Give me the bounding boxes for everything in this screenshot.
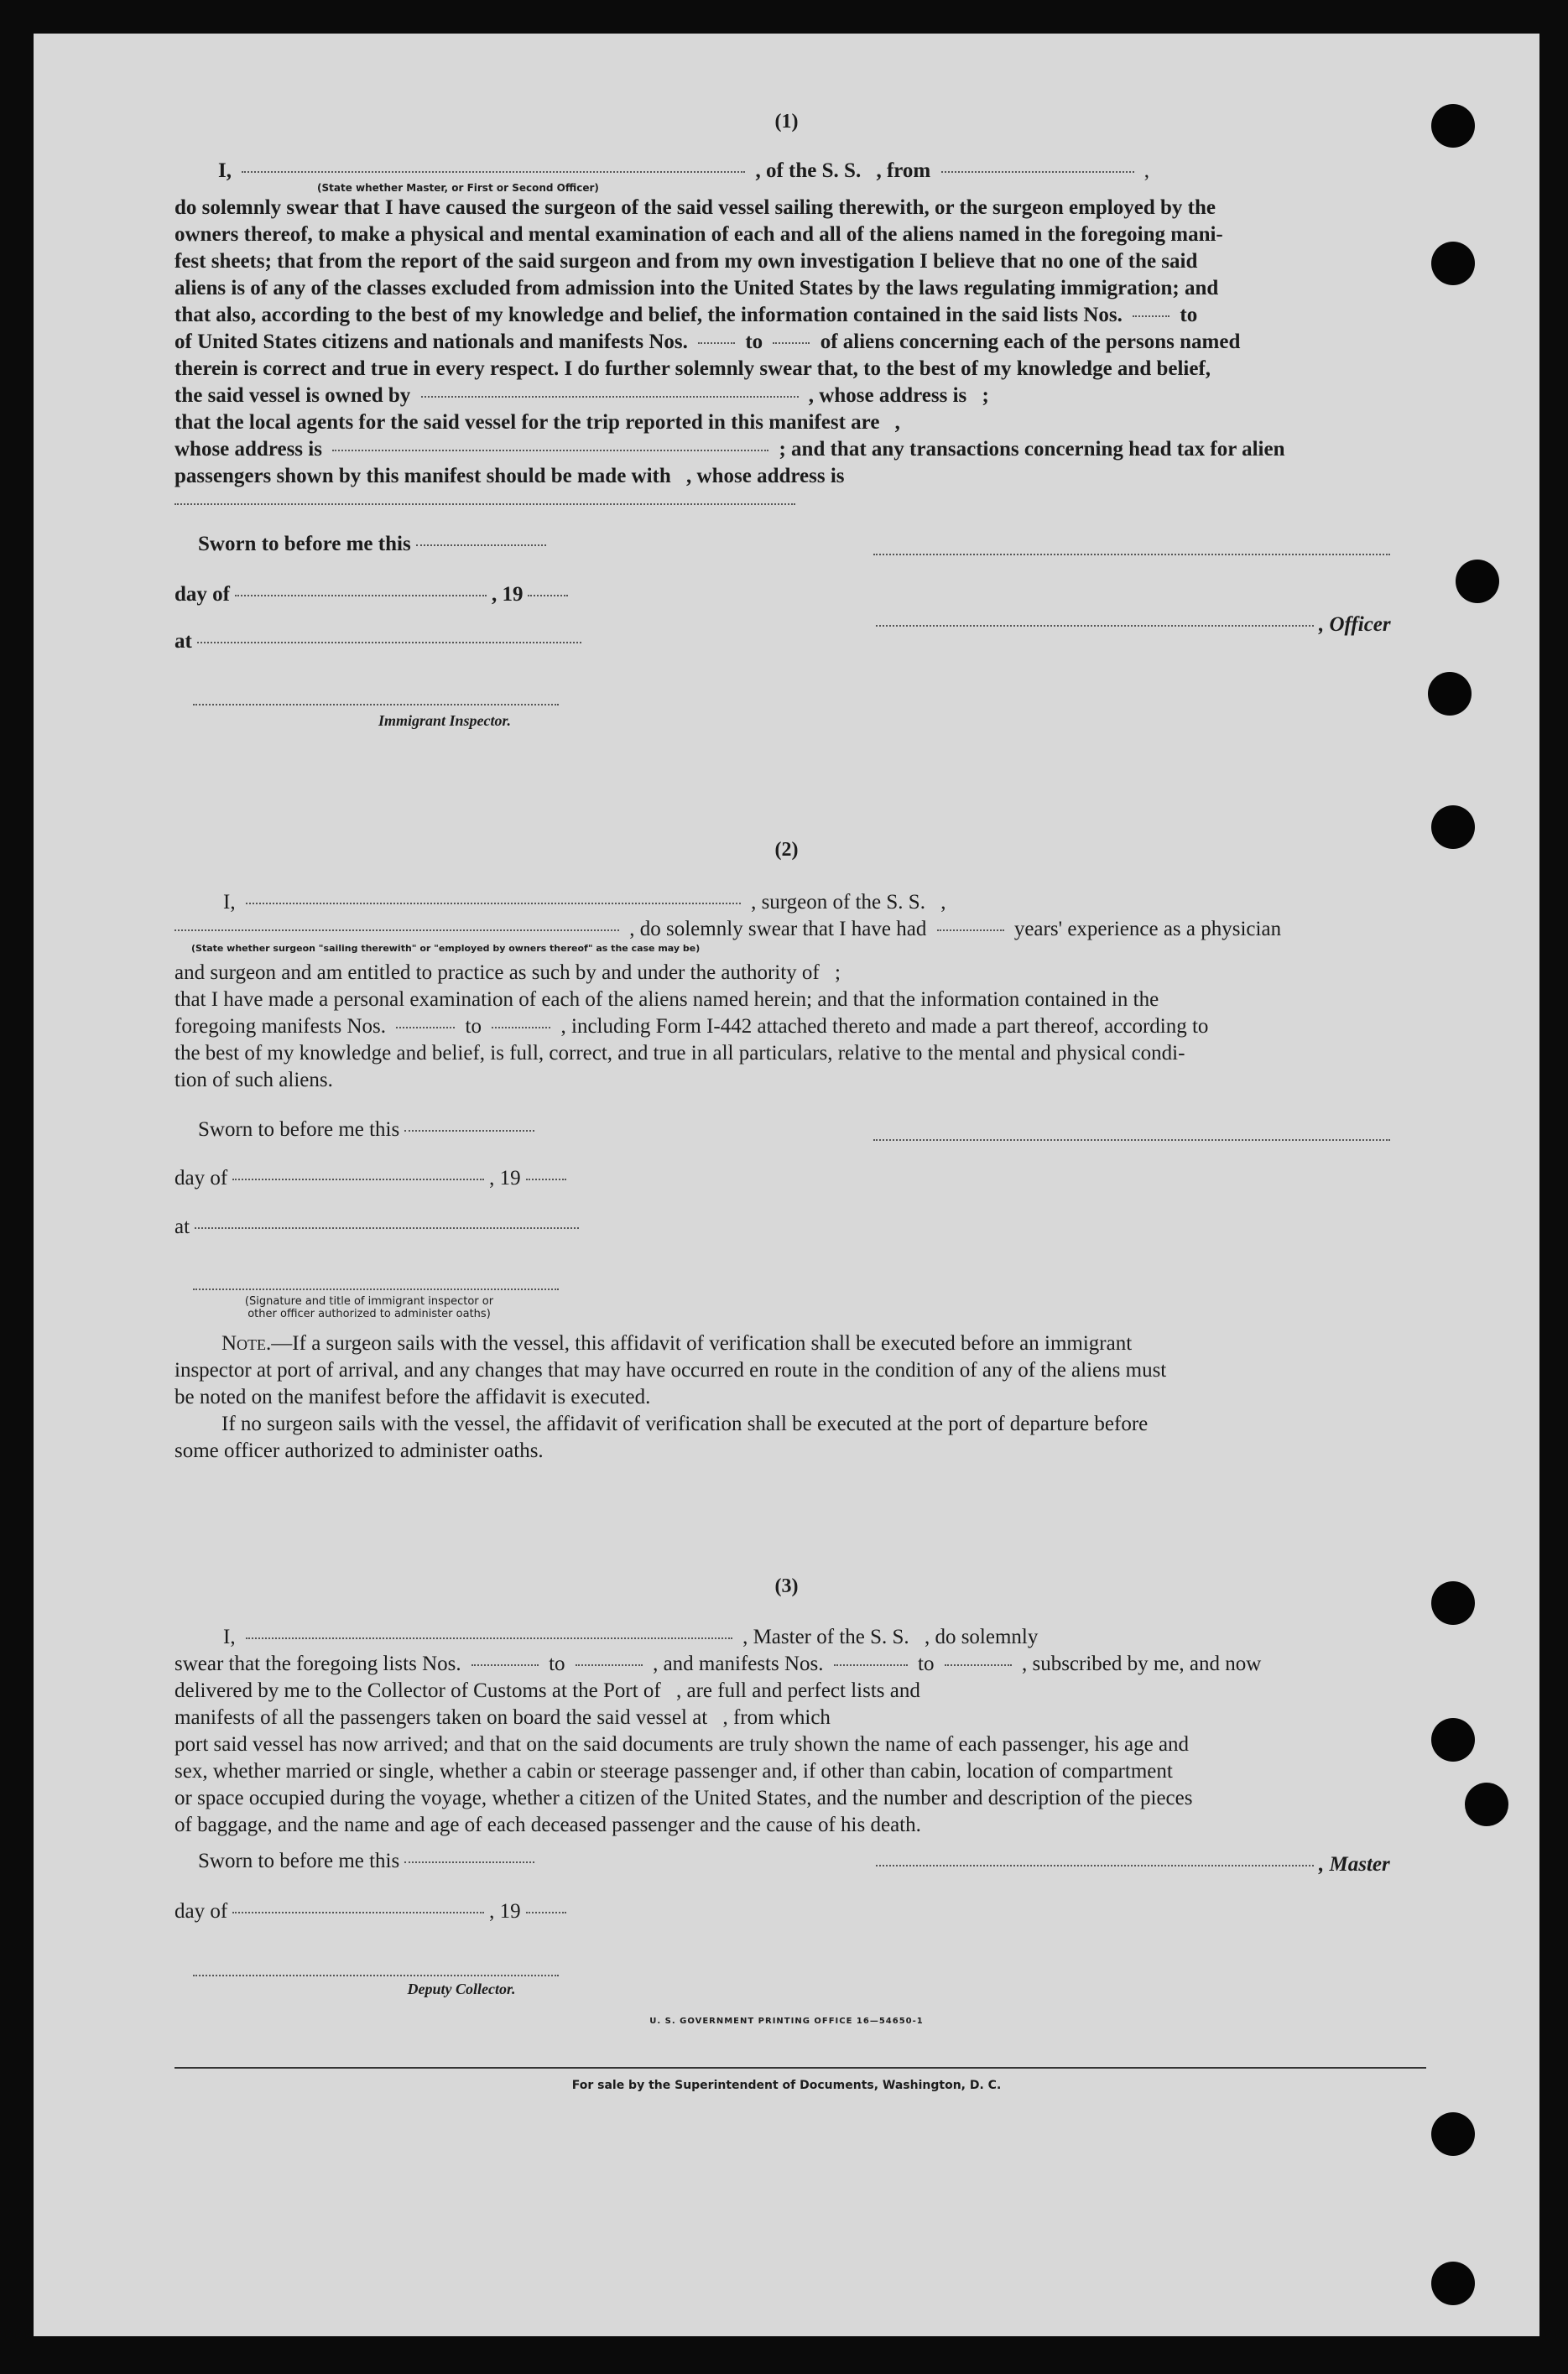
signature-caption-line: other officer authorized to administer oaths) — [247, 1308, 491, 1320]
officer-row — [871, 612, 1391, 638]
lists-from-blank[interactable] — [1133, 315, 1169, 317]
binder-hole — [1428, 672, 1472, 716]
surgeon-caption: (State whether surgeon "sailing therewith" or "employed by owners thereof" as the case may be) — [191, 943, 701, 954]
sworn-day-blank[interactable] — [404, 1861, 534, 1863]
section-3-line — [175, 1678, 1426, 1705]
sworn-label: Sworn to before me this — [198, 1118, 400, 1141]
section-1-line: owners thereof, to make a physical and mental examination of each and all of the aliens named in the foregoing mani- — [175, 223, 1223, 246]
section-3-text: , from which — [722, 1706, 831, 1729]
deputy-signature-line[interactable] — [193, 1975, 559, 1976]
section-3-line: port said vessel has now arrived; and that on the said documents are truly shown the name of each passenger, his age and — [175, 1733, 1190, 1756]
section-1-text: that the local agents for the said vessel for the trip reported in this manifest are — [175, 411, 880, 434]
note-line: some officer authorized to administer oaths. — [175, 1439, 544, 1462]
section-1-text: , whose address is — [686, 465, 845, 487]
sworn-day-blank[interactable] — [404, 1130, 534, 1132]
section-2-text: I, — [223, 891, 236, 914]
note-line: be noted on the manifest before the affidavit is executed. — [175, 1386, 651, 1408]
sale-footer: For sale by the Superintendent of Documents, Washington, D. C. — [571, 2079, 1002, 2092]
section-2-line — [175, 889, 1426, 916]
lists-to-blank[interactable] — [576, 1664, 643, 1666]
officer-signature-line-2[interactable] — [876, 625, 1314, 627]
officer-signature-line-1[interactable] — [873, 554, 1390, 555]
section-1-number: (1) — [774, 111, 799, 133]
section-1-text: to — [745, 331, 763, 353]
section-2-text: foregoing manifests Nos. — [175, 1015, 387, 1038]
binder-hole — [1431, 242, 1475, 285]
section-2-text: , including Form I-442 attached thereto and made a part thereof, according to — [560, 1015, 1209, 1038]
section-3-text: delivered by me to the Collector of Customs at the Port of — [175, 1679, 661, 1702]
section-3-text: , and manifests Nos. — [653, 1653, 824, 1675]
year-blank[interactable] — [528, 595, 568, 596]
note-block — [175, 1330, 1426, 1465]
at-row — [175, 1215, 584, 1240]
section-3-text: , Master of the S. S. — [742, 1626, 909, 1648]
master-label: , Master — [1319, 1853, 1390, 1876]
day-row — [175, 1899, 571, 1924]
note-line: inspector at port of arrival, and any changes that may have occurred en route in the condition of any of the aliens must — [175, 1359, 1167, 1382]
note-label: Note. — [221, 1332, 272, 1355]
section-2-line — [175, 960, 1426, 987]
sworn-row — [198, 1849, 539, 1874]
section-3-text: , subscribed by me, and now — [1021, 1653, 1262, 1675]
section-3-text: , do solemnly — [924, 1626, 1039, 1648]
section-1-line: therein is correct and true in every respect. I do further solemnly swear that, to the best of my knowledge and belief, — [175, 357, 1211, 380]
month-blank[interactable] — [232, 1912, 484, 1913]
note-line: If no surgeon sails with the vessel, the affidavit of verification shall be executed at the port of departure before — [221, 1413, 1149, 1435]
section-3-text: , are full and perfect lists and — [676, 1679, 920, 1702]
section-2-text: , do solemnly swear that I have had — [629, 918, 927, 940]
section-2-text: years' experience as a physician — [1013, 918, 1282, 940]
binder-hole — [1431, 1718, 1475, 1762]
footer-rule — [175, 2067, 1426, 2069]
note-text: —If a surgeon sails with the vessel, this affidavit of verification shall be executed before an immigrant — [271, 1332, 1133, 1355]
binder-hole — [1465, 1783, 1508, 1826]
officer-label: , Officer — [1319, 613, 1391, 636]
gpo-line: U. S. GOVERNMENT PRINTING OFFICE 16—54650-1 — [649, 2017, 924, 2026]
section-2-text: , — [940, 891, 946, 914]
section-1-line — [175, 329, 1426, 356]
at-label: at — [175, 1216, 190, 1238]
owner-blank[interactable] — [421, 396, 799, 398]
section-2-number: (2) — [774, 839, 799, 861]
manifests-to-blank[interactable] — [773, 342, 810, 344]
manifests-from-blank[interactable] — [698, 342, 735, 344]
section-3-line — [175, 1651, 1426, 1678]
binder-hole — [1456, 560, 1499, 603]
section-3-line: or space occupied during the voyage, whether a citizen of the United States, and the number and description of the pieces — [175, 1787, 1193, 1809]
section-2-line: the best of my knowledge and belief, is full, correct, and true in all particulars, relative to the mental and physical condi- — [175, 1042, 1185, 1065]
binder-hole — [1431, 2262, 1475, 2305]
day-of-label: day of — [175, 1900, 228, 1923]
section-3-text: to — [918, 1653, 935, 1675]
section-1-body — [175, 158, 1426, 517]
section-1-line — [175, 463, 1426, 490]
section-3-body — [175, 1624, 1426, 1839]
section-1-line: aliens is of any of the classes excluded from admission into the United States by the laws regulating immigration; and — [175, 277, 1219, 299]
years-blank[interactable] — [937, 929, 1004, 931]
day-row — [175, 582, 573, 607]
section-3-text: swear that the foregoing lists Nos. — [175, 1653, 461, 1675]
section-1-line — [175, 409, 1426, 436]
section-1-text: whose address is — [175, 438, 322, 461]
section-1-line: fest sheets; that from the report of the said surgeon and from my own investigation I believe that no one of the said — [175, 250, 1198, 273]
section-2-text: , surgeon of the S. S. — [751, 891, 925, 914]
section-1-line — [175, 383, 1426, 409]
section-1-text: the said vessel is owned by — [175, 384, 411, 407]
at-label: at — [175, 630, 192, 653]
binder-hole — [1431, 2112, 1475, 2156]
section-2-line: that I have made a personal examination of each of the aliens named herein; and that the information contained in the — [175, 988, 1159, 1011]
section-1-line — [175, 302, 1426, 329]
section-3-line: of baggage, and the name and age of each deceased passenger and the cause of his death. — [175, 1814, 921, 1836]
section-1-text: ; and that any transactions concerning head tax for alien — [779, 438, 1285, 461]
section-1-line: do solemnly swear that I have caused the surgeon of the said vessel sailing therewith, or the surgeon employed by the — [175, 196, 1216, 219]
surgeon-manifests-to-blank[interactable] — [492, 1027, 550, 1028]
section-2-text: and surgeon and am entitled to practice as such by and under the authority of — [175, 961, 820, 984]
section-2-body — [175, 889, 1426, 1094]
agent-address-blank[interactable] — [332, 450, 768, 451]
section-3-text: to — [549, 1653, 565, 1675]
section-1-text: of United States citizens and nationals and manifests Nos. — [175, 331, 688, 353]
master-name-blank[interactable] — [246, 1637, 732, 1639]
section-1-text: , whose address is — [808, 384, 967, 407]
lists-from-blank[interactable] — [471, 1664, 539, 1666]
year-blank[interactable] — [526, 1912, 566, 1913]
sworn-day-blank[interactable] — [416, 544, 546, 546]
signature-caption — [210, 1295, 529, 1320]
master-row — [871, 1852, 1390, 1877]
section-3-text: I, — [223, 1626, 236, 1648]
at-row — [175, 629, 586, 654]
section-1-line — [175, 490, 1426, 517]
surgeon-manifests-from-blank[interactable] — [396, 1027, 455, 1028]
section-3-line — [175, 1705, 1426, 1731]
month-blank[interactable] — [232, 1179, 484, 1180]
sworn-label: Sworn to before me this — [198, 533, 411, 555]
section-1-text: I, — [218, 159, 232, 182]
master-signature-line[interactable] — [876, 1865, 1314, 1866]
section-1-line — [175, 436, 1426, 463]
section-1-text: , of the S. S. — [755, 159, 862, 182]
surgeon-signature-line[interactable] — [873, 1139, 1390, 1141]
section-2-text: to — [465, 1015, 482, 1038]
day-of-label: day of — [175, 583, 230, 606]
inspector-signature-line[interactable] — [193, 704, 559, 705]
signature-caption-line: (Signature and title of immigrant inspector or — [244, 1295, 494, 1308]
section-3-line — [175, 1624, 1426, 1651]
section-3-text: manifests of all the passengers taken on board the said vessel at — [175, 1706, 708, 1729]
section-1-text: , — [894, 411, 900, 434]
officer-caption: (State whether Master, or First or Second Officer) — [317, 182, 599, 194]
section-1-text: ; — [982, 384, 989, 407]
form-sheet — [34, 34, 1539, 2336]
surgeon-name-blank[interactable] — [246, 903, 741, 904]
section-1-text: that also, according to the best of my knowledge and belief, the information contained in the said lists Nos. — [175, 304, 1123, 326]
year-blank[interactable] — [526, 1179, 566, 1180]
day-of-label: day of — [175, 1167, 228, 1190]
manifests-from-blank[interactable] — [834, 1664, 908, 1666]
sworn-row — [198, 1117, 539, 1143]
section-1-text: , — [1143, 159, 1149, 182]
section-2-text: ; — [835, 961, 841, 984]
section-1-text: , from — [876, 159, 931, 182]
deputy-label: Deputy Collector. — [407, 1981, 516, 1997]
officer-name-blank[interactable] — [242, 171, 745, 173]
year-label: , 19 — [489, 1167, 521, 1190]
note-line — [175, 1330, 1426, 1357]
section-1-text: to — [1180, 304, 1198, 326]
head-tax-address-blank[interactable] — [175, 503, 795, 505]
day-row — [175, 1166, 571, 1191]
from-port-blank[interactable] — [941, 171, 1134, 173]
inspector-signature-line[interactable] — [193, 1289, 559, 1290]
section-3-number: (3) — [774, 1575, 799, 1597]
sworn-row — [198, 532, 551, 557]
year-label: , 19 — [491, 583, 524, 606]
section-2-line: tion of such aliens. — [175, 1069, 333, 1091]
manifests-to-blank[interactable] — [945, 1664, 1012, 1666]
section-1-text: of aliens concerning each of the persons named — [820, 331, 1241, 353]
month-blank[interactable] — [235, 595, 487, 596]
at-place-blank[interactable] — [197, 642, 581, 643]
section-2-line — [175, 1013, 1426, 1040]
year-label: , 19 — [489, 1900, 521, 1923]
surgeon-status-blank[interactable] — [175, 929, 619, 931]
section-1-text: passengers shown by this manifest should be made with — [175, 465, 671, 487]
at-place-blank[interactable] — [195, 1227, 579, 1229]
section-3-line: sex, whether married or single, whether a cabin or steerage passenger and, if other than cabin, location of compartment — [175, 1760, 1173, 1783]
sworn-label: Sworn to before me this — [198, 1850, 400, 1872]
inspector-label: Immigrant Inspector. — [378, 712, 512, 729]
